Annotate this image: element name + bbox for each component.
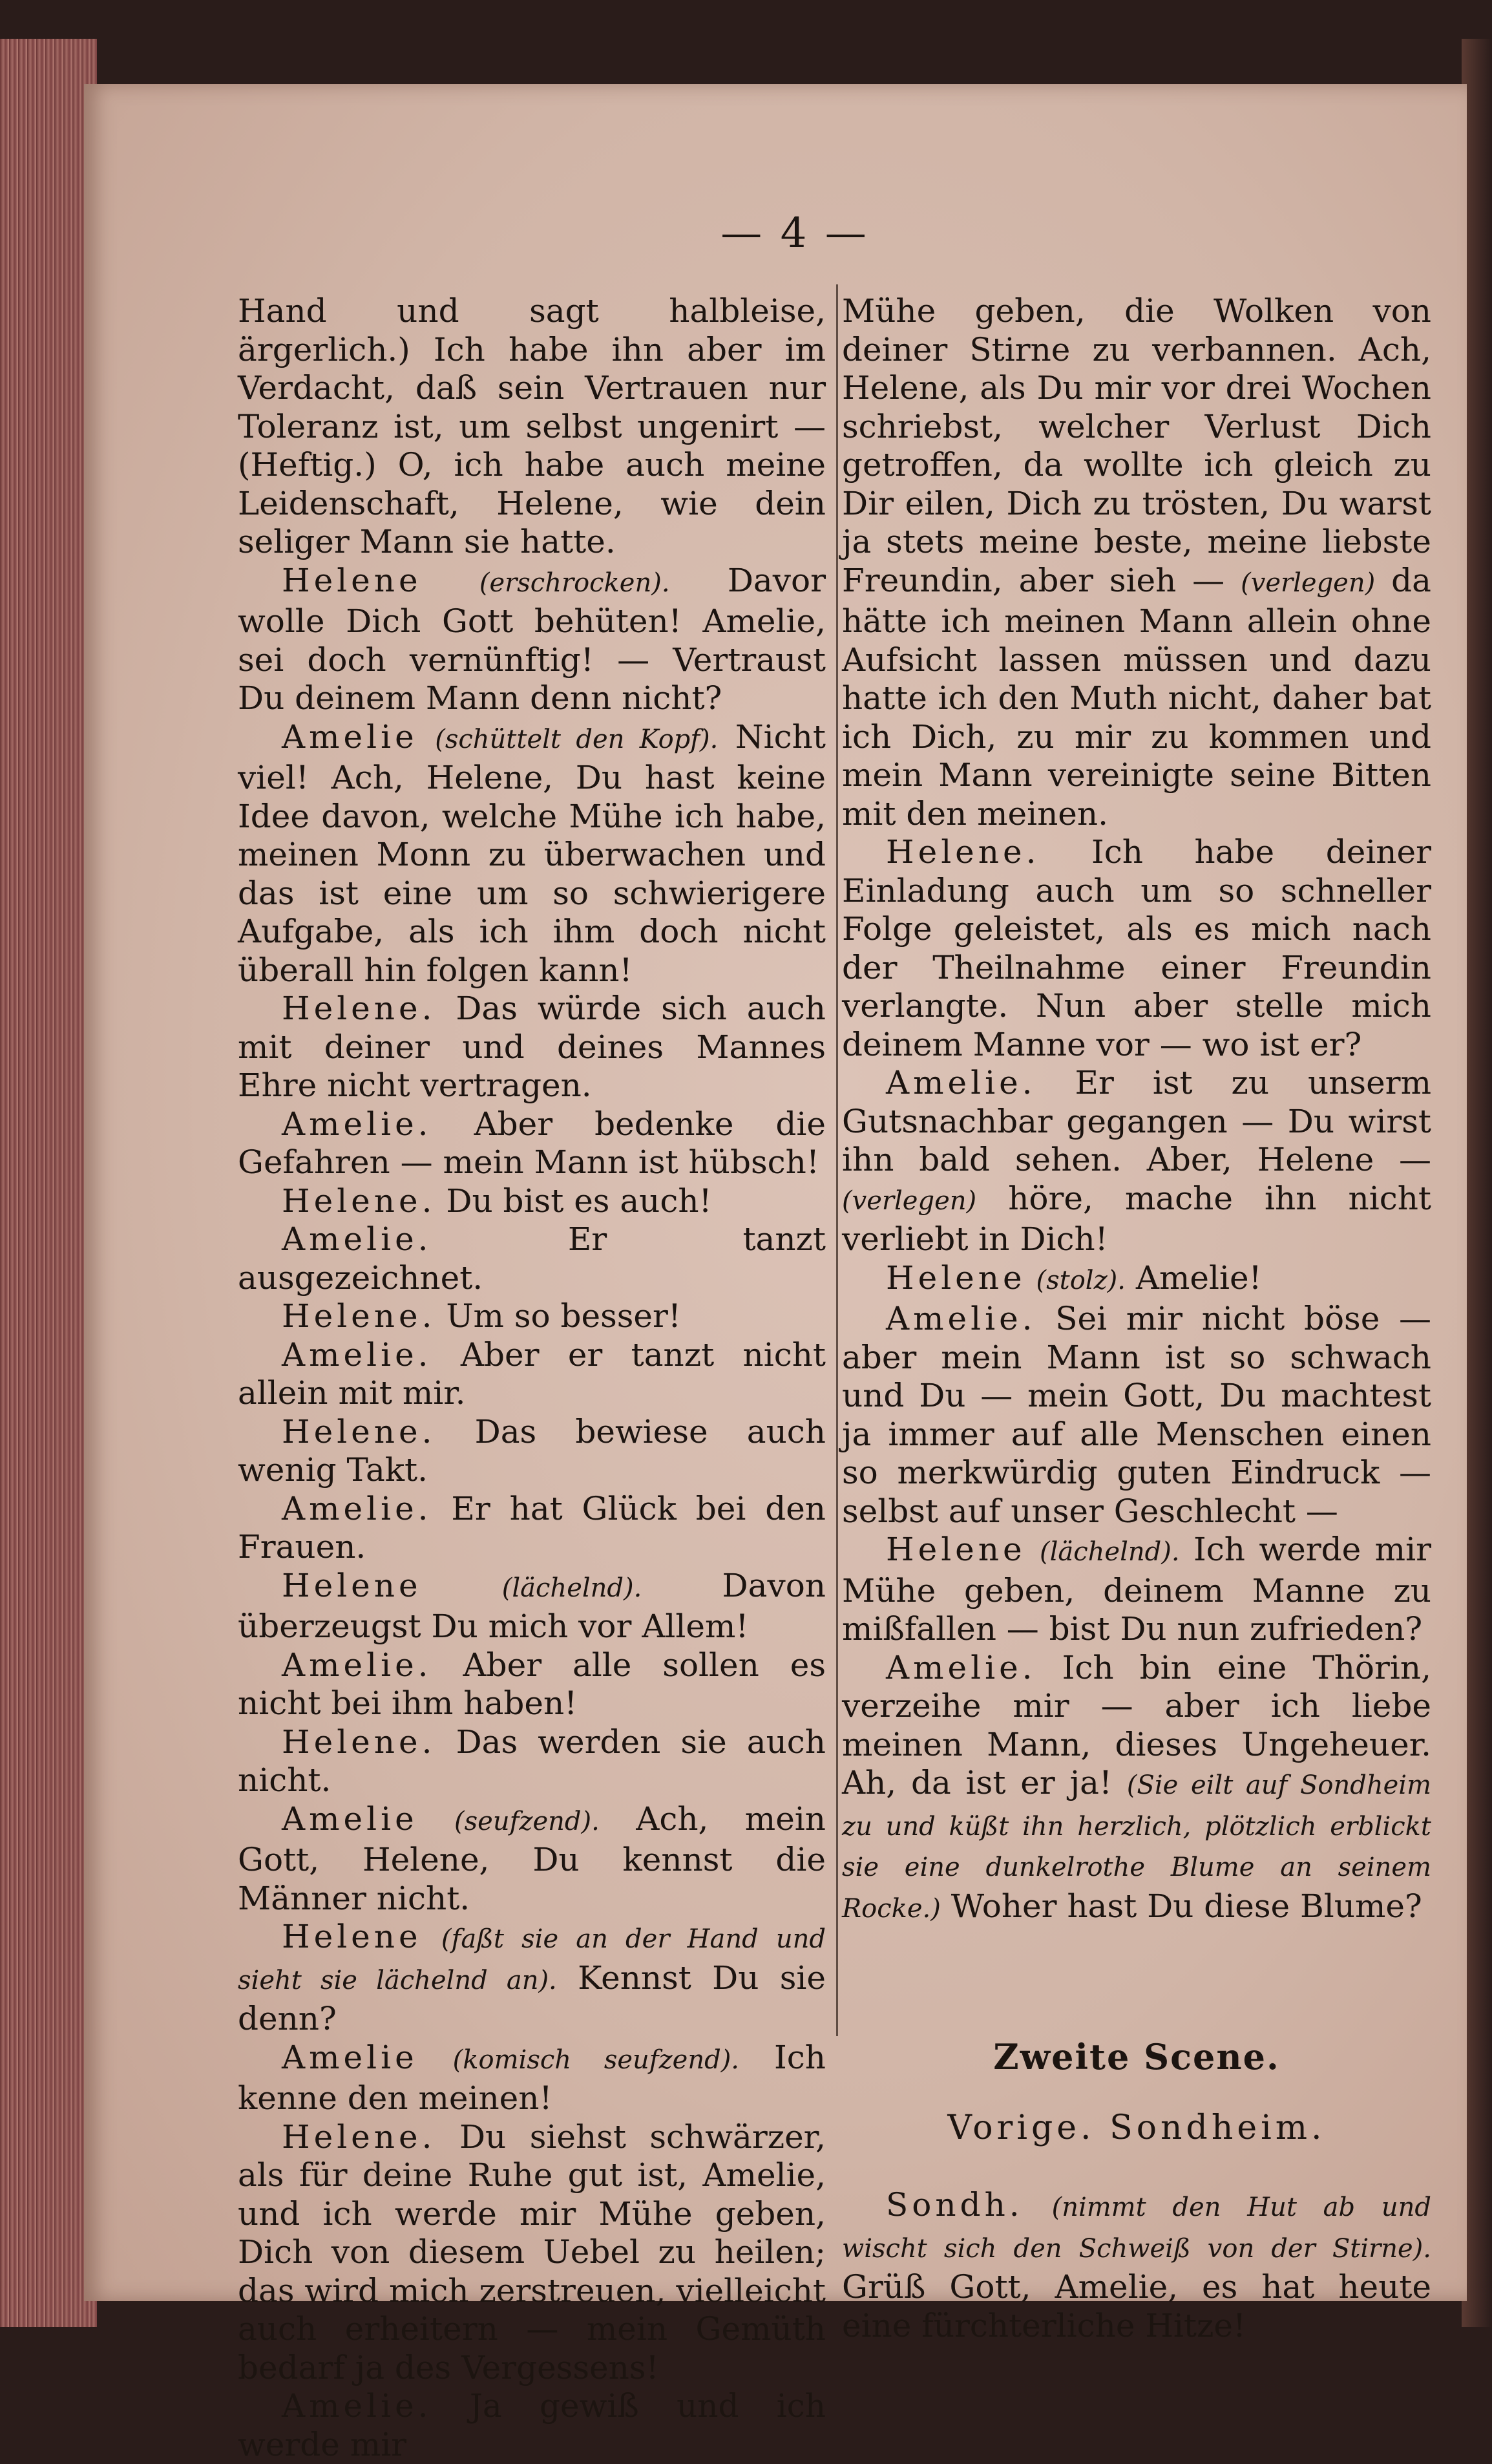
speaker-name: Helene.: [282, 1297, 436, 1335]
dialogue-text: Ich werde mir Mühe geben, deinem Manne zu mißfallen — bist Du nun zufrieden?: [842, 1531, 1431, 1648]
right-dialogue: [842, 292, 1431, 1928]
dialogue-paragraph: [238, 292, 826, 562]
stage-direction: (stolz).: [1036, 1265, 1126, 1295]
speaker-name: Amelie.: [282, 1646, 432, 1684]
scene-dialogue: [842, 2186, 1431, 2345]
dialogue-text: Amelie!: [1135, 1259, 1262, 1297]
speaker-name: Helene: [886, 1259, 1026, 1297]
dialogue-text: Er tanzt ausgezeichnet.: [238, 1220, 826, 1297]
dialogue-paragraph: [238, 1297, 826, 1336]
dialogue-paragraph: [238, 2039, 826, 2118]
speaker-name: Amelie.: [886, 1648, 1036, 1686]
dialogue-text: Aber bedenke die Gefahren — mein Mann ist hübsch!: [238, 1105, 826, 1181]
speaker-name: Amelie: [282, 717, 418, 756]
speaker-name: Helene.: [282, 1182, 436, 1220]
dialogue-paragraph: [842, 1259, 1431, 1301]
dialogue-text: Ach, mein Gott, Helene, Du kennst die Männer nicht.: [238, 1800, 826, 1917]
dialogue-paragraph: [842, 2186, 1431, 2345]
dialogue-text: Um so besser!: [446, 1297, 681, 1335]
stage-direction: (lächelnd).: [501, 1573, 642, 1603]
dialogue-text: Aber er tanzt nicht allein mit mir.: [238, 1335, 826, 1412]
dialogue-text: Du bist es auch!: [446, 1182, 712, 1220]
dialogue-paragraph: [238, 1336, 826, 1413]
dialogue-text: da hätte ich meinen Mann allein ohne Aufsicht lassen müssen und dazu hatte ich den Muth nicht, daher bat ich Dich, zu mir zu kommen und mein Mann vereinigte seine Bitten mit den meinen.: [842, 561, 1431, 833]
speaker-name: Amelie.: [282, 1335, 432, 1374]
dialogue-paragraph: [238, 718, 826, 990]
dialogue-paragraph: [238, 1413, 826, 1490]
book-page-edges: [0, 39, 97, 2327]
dialogue-paragraph: [842, 1649, 1431, 1929]
stage-direction: (komisch seufzend).: [452, 2044, 740, 2075]
speaker-name: Helene.: [282, 1723, 436, 1761]
column-divider: [836, 284, 838, 2036]
speaker-name: Amelie.: [282, 1489, 432, 1527]
dialogue-text: Das werden sie auch nicht.: [238, 1723, 826, 1799]
dialogue-paragraph: [842, 833, 1431, 1064]
dialogue-paragraph: [238, 2118, 826, 2388]
stage-direction: (verlegen): [842, 1185, 977, 1216]
dialogue-text: Kennst Du sie denn?: [238, 1959, 826, 2037]
stage-direction: (seufzend).: [454, 1806, 600, 1836]
dialogue-text: Woher hast Du diese Blume?: [951, 1887, 1422, 1925]
speaker-name: Helene.: [282, 2118, 436, 2156]
stage-direction: (nimmt den Hut ab und wischt sich den Schweiß von der Stirne).: [842, 2193, 1431, 2264]
dialogue-paragraph: [238, 1182, 826, 1221]
page-number: — 4 —: [720, 209, 869, 257]
dialogue-text: Ich bin eine Thörin, verzeihe mir — aber ich liebe meinen Mann, dieses Ungeheuer. Ah, da ist er ja!: [842, 1648, 1431, 1801]
stage-direction: (verlegen): [1241, 568, 1376, 598]
dialogue-text: Er hat Glück bei den Frauen.: [238, 1489, 826, 1566]
stage-direction: (schüttelt den Kopf).: [435, 724, 719, 754]
dialogue-paragraph: [238, 1220, 826, 1297]
dialogue-paragraph: [238, 1567, 826, 1646]
speaker-name: Helene: [282, 1918, 422, 1955]
speaker-name: Amelie: [282, 2038, 418, 2076]
dialogue-paragraph: [238, 1723, 826, 1800]
left-column: [238, 292, 826, 2464]
stage-direction: (faßt sie an der Hand und sieht sie lächelnd an).: [238, 1924, 826, 1995]
dialogue-paragraph: [842, 1300, 1431, 1531]
dialogue-paragraph: [238, 1918, 826, 2039]
dialogue-paragraph: [238, 1105, 826, 1182]
stage-direction: (lächelnd).: [1040, 1537, 1180, 1567]
speaker-name: Helene.: [886, 833, 1040, 871]
stage-direction: (Sie eilt auf Sondheim zu und küßt ihn herzlich, plötzlich erblickt sie eine dunkelrothe Blume an seinem Rocke.): [842, 1770, 1432, 1924]
scene-title: Zweite Scene.: [993, 2036, 1280, 2077]
speaker-name: Amelie.: [282, 1220, 432, 1258]
dialogue-text: Ja gewiß und ich werde mir: [238, 2387, 826, 2463]
scene-cast: Vorige. Sondheim.: [947, 2108, 1326, 2147]
dialogue-text: Davon überzeugst Du mich vor Allem!: [238, 1566, 826, 1645]
dialogue-text: Das bewiese auch wenig Takt.: [238, 1412, 826, 1489]
dialogue-text: Grüß Gott, Amelie, es hat heute eine fürchterliche Hitze!: [842, 2268, 1431, 2344]
dialogue-paragraph: [238, 1646, 826, 1723]
speaker-name: Helene: [282, 1566, 422, 1604]
dialogue-text: Nicht viel! Ach, Helene, Du hast keine Idee davon, welche Mühe ich habe, meinen Monn zu überwachen und das ist eine um so schwierigere Aufgabe, als ich ihm doch nicht überall hin folgen kann!: [238, 717, 826, 989]
dialogue-text: Mühe geben, die Wolken von deiner Stirne zu verbannen. Ach, Helene, als Du mir vor drei Wochen schriebst, welcher Verlust Dich getroffen, da wollte ich gleich zu Dir eilen, Dich zu trösten, Du warst ja stets meine beste, meine liebste Freundin, aber sieh —: [842, 292, 1431, 599]
dialogue-paragraph: [238, 1490, 826, 1567]
dialogue-paragraph: [238, 990, 826, 1105]
speaker-name: Helene: [886, 1531, 1026, 1568]
dialogue-paragraph: [842, 292, 1431, 833]
dialogue-text: Davor wolle Dich Gott behüten! Amelie, sei doch vernünftig! — Vertraust Du deinem Mann denn nicht?: [238, 561, 826, 717]
speaker-name: Amelie.: [282, 1105, 432, 1143]
dialogue-text: Aber alle sollen es nicht bei ihm haben!: [238, 1646, 826, 1722]
dialogue-text: Du siehst schwärzer, als für deine Ruhe gut ist, Amelie, und ich werde mir Mühe geben, Dich von diesem Uebel zu heilen; das wird mich zerstreuen, vielleicht auch erheitern — mein Gemüth bedarf ja des Vergessens!: [238, 2118, 826, 2386]
speaker-name: Helene.: [282, 1412, 436, 1450]
dialogue-paragraph: [842, 1064, 1431, 1259]
dialogue-paragraph: [238, 1800, 826, 1918]
speaker-name: Helene: [282, 561, 422, 599]
speaker-name: Amelie.: [886, 1064, 1036, 1101]
dialogue-text: höre, mache ihn nicht verliebt in Dich!: [842, 1179, 1431, 1258]
speaker-name: Amelie: [282, 1800, 418, 1838]
dialogue-text: Ich habe deiner Einladung auch um so schneller Folge geleistet, als es mich nach der Theilnahme einer Freundin verlangte. Nun aber stelle mich deinem Manne vor — wo ist er?: [842, 833, 1431, 1063]
dialogue-text: Er ist zu unserm Gutsnachbar gegangen — Du wirst ihn bald sehen. Aber, Helene —: [842, 1064, 1431, 1178]
dialogue-text: Ich kenne den meinen!: [238, 2038, 826, 2117]
dialogue-paragraph: [238, 562, 826, 718]
stage-direction: (erschrocken).: [479, 568, 670, 598]
speaker-name: Sondh.: [886, 2186, 1024, 2224]
speaker-name: Amelie.: [282, 2387, 432, 2425]
dialogue-text: Das würde sich auch mit deiner und deines Mannes Ehre nicht vertragen.: [238, 990, 826, 1104]
dialogue-paragraph: [238, 2387, 826, 2464]
speaker-name: Helene.: [282, 990, 436, 1027]
right-column: [842, 292, 1431, 2345]
dialogue-text: Hand und sagt halbleise, ärgerlich.) Ich habe ihn aber im Verdacht, daß sein Vertrauen nur Toleranz ist, um selbst ungenirt — (Heftig.) O, ich habe auch meine Leidenschaft, Helene, wie dein seliger Mann sie hatte.: [238, 292, 826, 560]
speaker-name: Amelie.: [886, 1300, 1036, 1337]
dialogue-paragraph: [842, 1531, 1431, 1649]
dialogue-text: Sei mir nicht böse — aber mein Mann ist so schwach und Du — mein Gott, Du machtest ja immer auf alle Menschen einen so merkwürdig guten Eindruck — selbst auf unser Geschlecht —: [842, 1300, 1431, 1530]
